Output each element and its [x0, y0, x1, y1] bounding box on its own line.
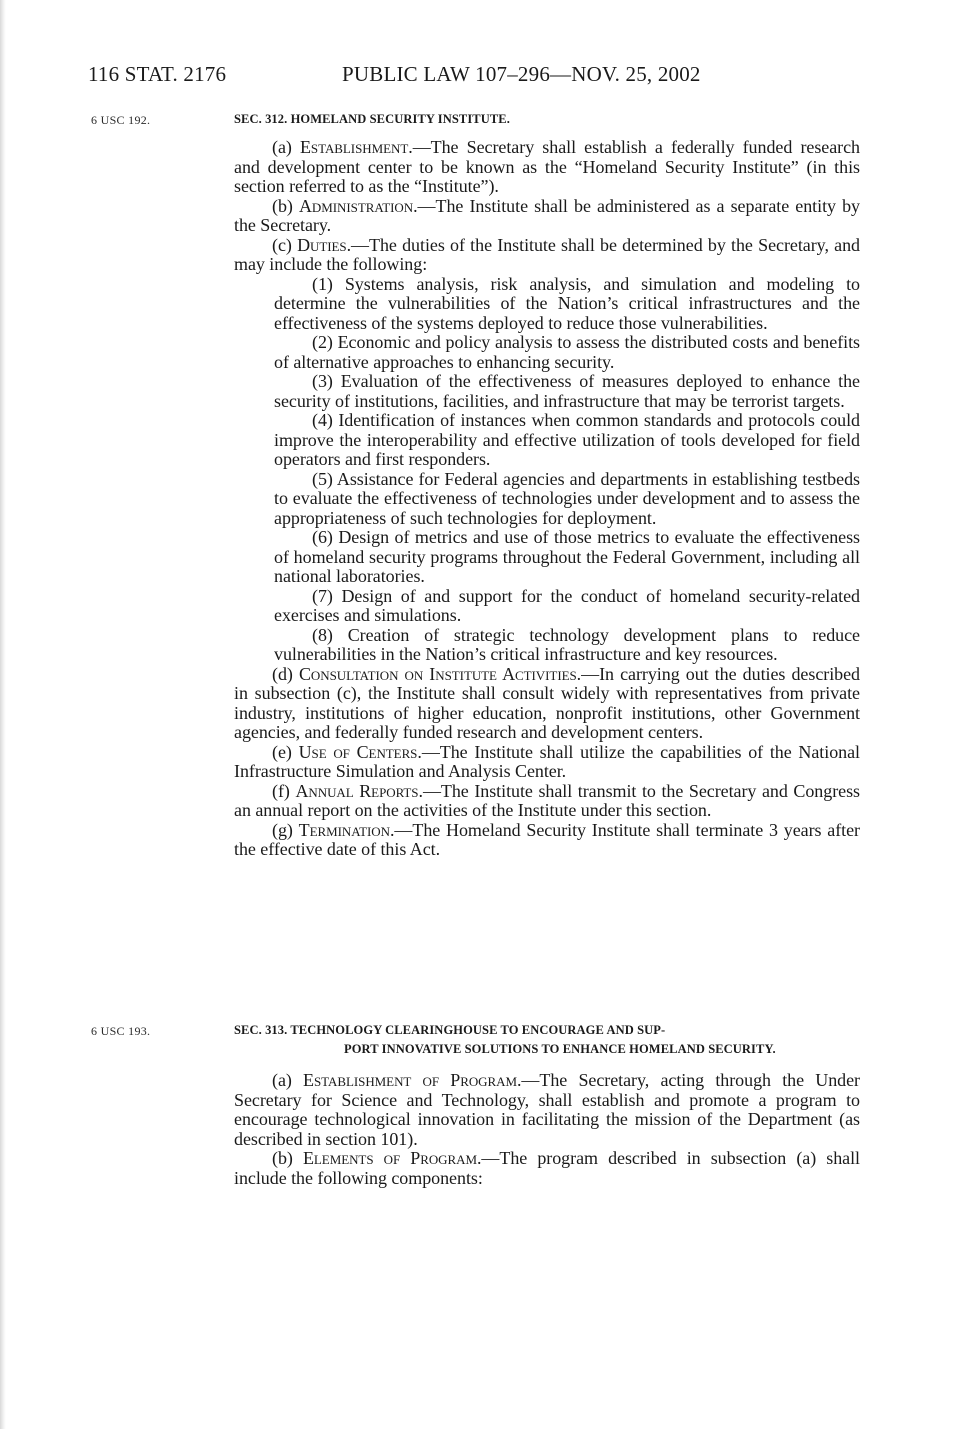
list-item [274, 411, 860, 470]
subsection: (d) Consultation on Institute Activities.—In carrying out the duties described in subsection (c), the Institute shall consult widely with representatives from private industry, institutions of higher education, nonprofit institutions, other Government agencies, and federally funded research and development centers. [234, 663, 861, 742]
paragraph-label: (4) [312, 410, 333, 430]
section-title: HOMELAND SECURITY INSTITUTE. [290, 112, 510, 126]
paragraph-text: The Secretary, acting through the Under Secretary for Science and Technology, shall establish and promote a program to encourage technological innovation in facilitating the mission of the Department (as described in section 101). [234, 1070, 860, 1149]
subsection: (b) Elements of Program.—The program described in subsection (a) shall include the following components: [234, 1148, 861, 1188]
paragraph-text: Economic and policy analysis to assess the distributed costs and benefits of alternative approaches to enhancing security. [274, 332, 860, 372]
section-heading [234, 110, 860, 129]
subsection: (b) Administration.—The Institute shall be administered as a separate entity by the Secretary. [234, 195, 860, 235]
paragraph-text: The Institute shall utilize the capabilities of the National Infrastructure Simulation and Analysis Center. [234, 741, 860, 781]
paragraph-label: (5) [312, 468, 333, 489]
list-item [274, 528, 860, 587]
paragraph-label: (b) [272, 1148, 293, 1168]
section-title: TECHNOLOGY CLEARINGHOUSE TO ENCOURAGE AND SUP- [290, 1023, 666, 1037]
paragraph-label: (g) [272, 819, 293, 840]
section-312 [234, 110, 860, 860]
paragraph-label: (b) [272, 195, 293, 216]
section-body [234, 138, 860, 860]
paragraph-label: (6) [312, 527, 333, 547]
subsection-heading: Use of Centers [298, 741, 418, 762]
paragraph-label: (e) [272, 741, 292, 762]
paragraph-text: Creation of strategic technology development plans to reduce vulnerabilities in the Nation’s critical infrastructure and key resources. [274, 624, 860, 664]
list-item [274, 587, 860, 626]
list-item [274, 470, 860, 529]
subsection-heading: Elements of Program [302, 1148, 477, 1168]
public-law-date: PUBLIC LAW 107–296—NOV. 25, 2002 [342, 62, 701, 86]
paragraph-label: (d) [272, 663, 293, 684]
paragraph-text: Design of metrics and use of those metrics to evaluate the effectiveness of homeland security programs throughout the Federal Government, including all national laboratories. [274, 527, 860, 586]
section-number: SEC. 312. [234, 112, 288, 126]
paragraph-text: The duties of the Institute shall be determined by the Secretary, and may include the following: [234, 234, 860, 274]
paragraph-label: (2) [312, 332, 333, 352]
paragraph-label: (f) [272, 780, 290, 801]
paragraph-text: In carrying out the duties described in subsection (c), the Institute shall consult widely with representatives from private industry, institutions of higher education, nonprofit institutions, other Government agencies, and federally funded research and development centers. [234, 663, 861, 742]
paragraph-text: The Institute shall transmit to the Secretary and Congress an annual report on the activities of the Institute under this section. [234, 780, 860, 820]
list-item [274, 275, 860, 334]
paragraph-text: The Homeland Security Institute shall terminate 3 years after the effective date of this Act. [234, 819, 860, 859]
paragraph-label: (a) [272, 137, 292, 157]
paragraph-label: (8) [312, 624, 333, 645]
section-heading [234, 1021, 860, 1059]
subsection: (e) Use of Centers.—The Institute shall utilize the capabilities of the National Infrastructure Simulation and Analysis Center. [234, 741, 860, 781]
paragraph-label: (c) [272, 234, 292, 255]
section-number: SEC. 313. [234, 1023, 288, 1037]
section-title-continued: PORT INNOVATIVE SOLUTIONS TO ENHANCE HOMELAND SECURITY. [344, 1042, 776, 1056]
subsection-heading: Establishment [299, 137, 409, 157]
paragraph-text: The Secretary shall establish a federally funded research and development center to be known as the “Homeland Security Institute” (in this section referred to as the “Institute”). [234, 137, 860, 196]
subsection: (a) Establishment.—The Secretary shall establish a federally funded research and development center to be known as the “Homeland Security Institute” (in this section referred to as the “Institute”). [234, 137, 860, 196]
paragraph-text: Identification of instances when common standards and protocols could improve the interoperability and effective utilization of tools developed for field operators and first responders. [274, 410, 860, 469]
paragraph-label: (a) [272, 1070, 292, 1090]
subsection: (f) Annual Reports.—The Institute shall transmit to the Secretary and Congress an annual report on the activities of the Institute under this section. [234, 780, 860, 820]
paragraph-text: Systems analysis, risk analysis, and simulation and modeling to determine the vulnerabilities of the Nation’s critical infrastructures and the effectiveness of the systems deployed to reduce those vulnerabilities. [274, 273, 860, 333]
paragraph-label: (3) [312, 371, 333, 391]
subsection-heading: Termination [298, 819, 390, 840]
paragraph-label: (7) [312, 585, 333, 606]
list-item [274, 333, 860, 372]
subsection-heading: Administration [298, 195, 414, 216]
subsection-heading: Annual Reports [295, 780, 419, 801]
subsection: (a) Establishment of Program.—The Secretary, acting through the Under Secretary for Science and Technology, shall establish and promote a program to encourage technological innovation in facilitating the mission of the Department (as described in section 101). [234, 1070, 860, 1149]
section-body [234, 1071, 860, 1188]
subsection: (g) Termination.—The Homeland Security Institute shall terminate 3 years after the effective date of this Act. [234, 819, 860, 859]
paragraph-text: Evaluation of the effectiveness of measures deployed to enhance the security of institutions, facilities, and infrastructure that may be terrorist targets. [274, 371, 860, 411]
list-item [274, 626, 860, 665]
marginal-note-sec-313: 6 USC 193. [91, 1024, 151, 1038]
paragraph-text: The program described in subsection (a) shall include the following components: [234, 1148, 861, 1188]
marginal-note-sec-312: 6 USC 192. [91, 113, 151, 127]
paragraph-label: (1) [312, 273, 333, 294]
subsection-heading: Establishment of Program [303, 1070, 517, 1090]
statute-citation: 116 STAT. 2176 [88, 62, 227, 86]
subsection: (c) Duties.—The duties of the Institute shall be determined by the Secretary, and may include the following: [234, 234, 860, 274]
subsection-heading: Duties [297, 234, 347, 255]
section-313 [234, 1021, 860, 1188]
paragraph-text: Assistance for Federal agencies and departments in establishing testbeds to evaluate the effectiveness of technologies under development and to assess the appropriateness of such technologies for deployment. [274, 468, 860, 528]
list-item [274, 372, 860, 411]
paragraph-text: The Institute shall be administered as a separate entity by the Secretary. [234, 195, 860, 235]
subsection-heading: Consultation on Institute Activities [298, 663, 577, 684]
paragraph-text: Design of and support for the conduct of homeland security-related exercises and simulations. [274, 585, 860, 625]
